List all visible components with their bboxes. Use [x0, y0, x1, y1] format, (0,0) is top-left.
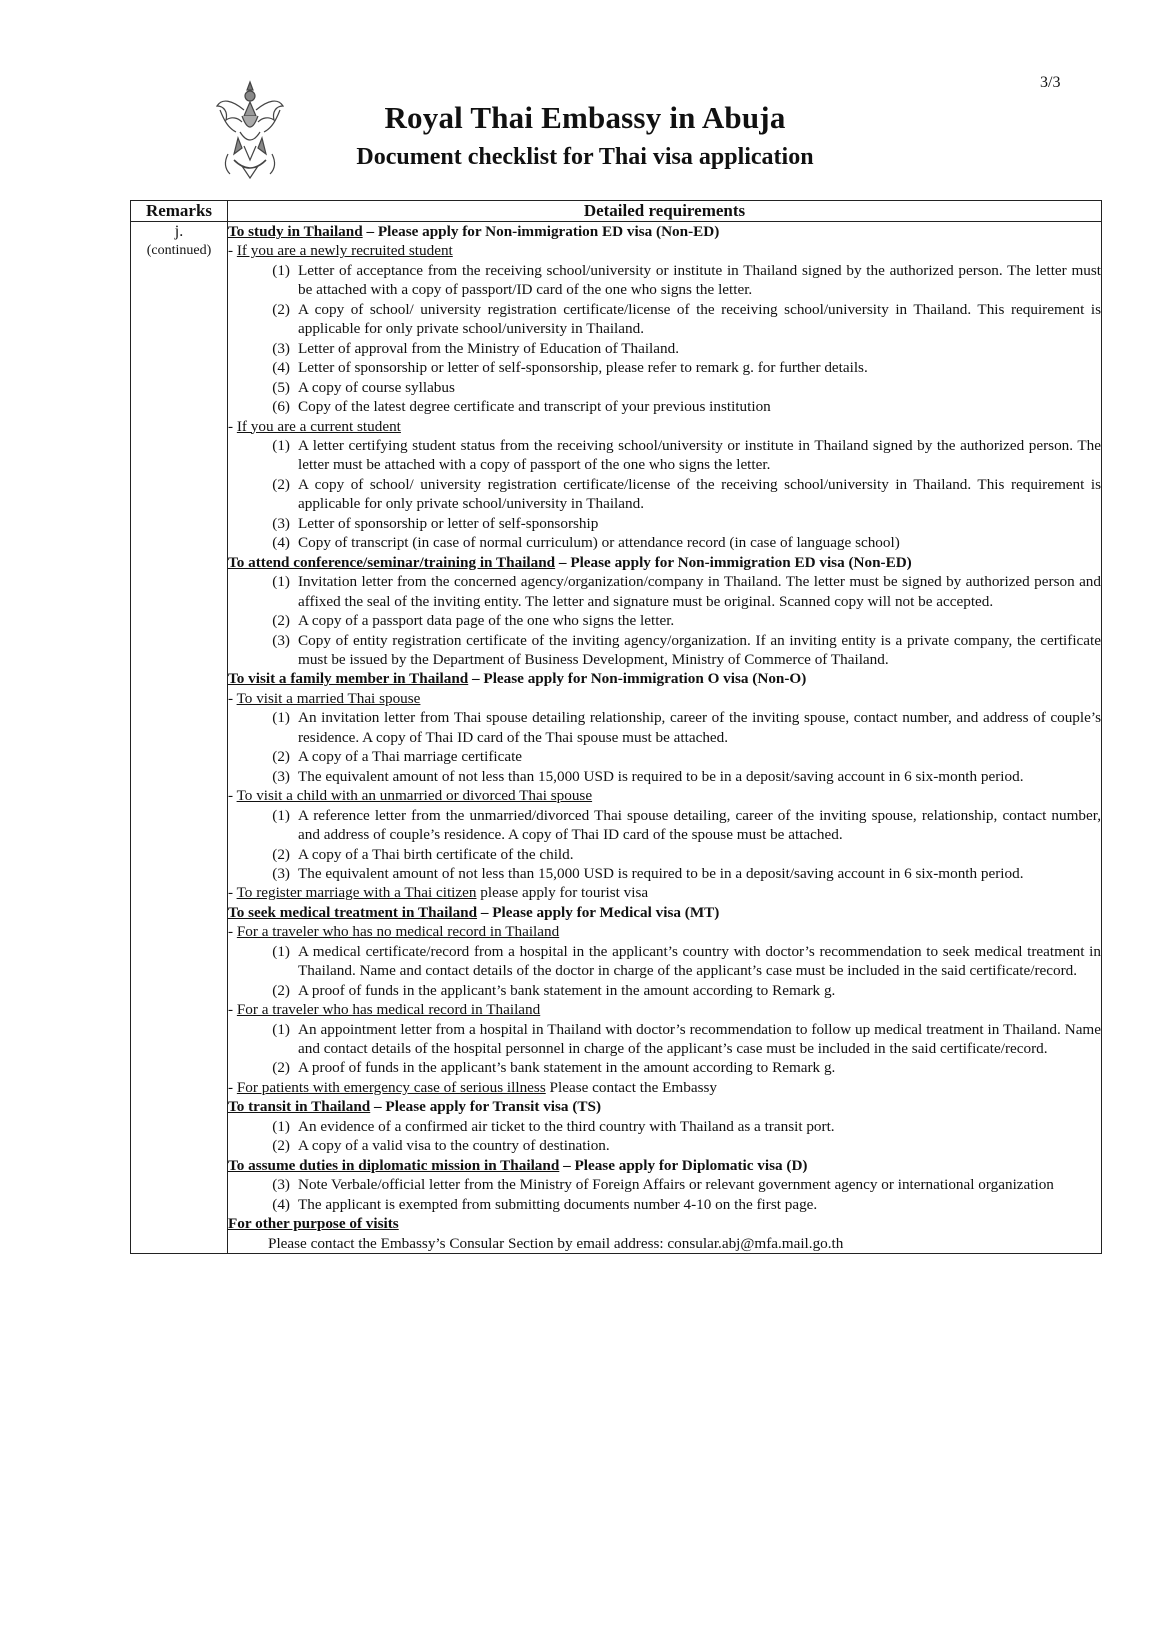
- item-number: (6): [272, 398, 290, 416]
- item-number: (1): [272, 573, 290, 591]
- item-text: A medical certificate/record from a hospital in the applicant’s country with doctor’s recommendation to seek medical treatment in Thailand. Name and contact details of the doctor in charge of the applicant’s case must be included in the said certificate/record.: [298, 942, 1101, 980]
- item-number: (1): [272, 261, 290, 279]
- details-column-header: Detailed requirements: [228, 201, 1102, 222]
- item-number: (2): [272, 475, 290, 493]
- list-item: [228, 378, 1101, 397]
- list-item: [228, 572, 1101, 611]
- table-header-row: [131, 201, 1102, 222]
- item-number: (3): [272, 864, 290, 882]
- list-item: [228, 300, 1101, 339]
- item-text: A copy of school/ university registration certificate/license of the receiving school/university in Thailand. This requirement is applicable for only private school/university in Thailand.: [298, 475, 1101, 513]
- list-item: [228, 767, 1101, 786]
- item-number: (2): [272, 981, 290, 999]
- item-number: (1): [272, 709, 290, 727]
- item-number: (3): [272, 1176, 290, 1194]
- item-number: (1): [272, 436, 290, 454]
- medical-section-heading: To seek medical treatment in Thailand – Please apply for Medical visa (MT): [228, 903, 720, 921]
- item-text: A proof of funds in the applicant’s bank statement in the amount according to Remark g.: [298, 1059, 836, 1077]
- diplomatic-section-heading: To assume duties in diplomatic mission in Thailand – Please apply for Diplomatic visa (D): [228, 1156, 808, 1174]
- list-item: [228, 864, 1101, 883]
- item-text: An evidence of a confirmed air ticket to the third country with Thailand as a transit port.: [298, 1117, 835, 1135]
- item-number: (2): [272, 748, 290, 766]
- item-text: Letter of approval from the Ministry of Education of Thailand.: [298, 339, 679, 357]
- item-text: The equivalent amount of not less than 15,000 USD is required to be in a deposit/saving account in 6 six-month period.: [298, 864, 1024, 882]
- has-record-requirements: [228, 1020, 1101, 1078]
- remark-continued-note: (continued): [146, 243, 212, 258]
- remark-j-row: [131, 222, 1102, 1254]
- list-item: [228, 806, 1101, 845]
- list-item: [228, 1136, 1101, 1155]
- item-text: An invitation letter from Thai spouse detailing relationship, career of the inviting spouse, contact number, and address of couple’s residence. A copy of Thai ID card of the Thai spouse must be attached.: [298, 709, 1101, 746]
- item-number: (1): [272, 942, 290, 960]
- item-text: A copy of a passport data page of the one who signs the letter.: [298, 612, 675, 630]
- list-item: [228, 1175, 1101, 1194]
- marriage-registration-note: - To register marriage with a Thai citizen please apply for tourist visa: [228, 884, 649, 902]
- item-number: (2): [272, 845, 290, 863]
- family-section-heading: To visit a family member in Thailand – Please apply for Non-immigration O visa (Non-O): [228, 670, 807, 688]
- item-number: (2): [272, 612, 290, 630]
- item-text: Letter of acceptance from the receiving school/university or institute in Thailand signed by the authorized person. The letter must be attached with a copy of passport/ID card of the one who signs the letter.: [298, 261, 1101, 299]
- conference-section-heading: To attend conference/seminar/training in Thailand – Please apply for Non-immigration ED visa (Non-ED): [228, 553, 912, 571]
- item-text: Copy of entity registration certificate of the inviting agency/organization. If an inviting entity is a private company, the certificate must be issued by the Department of Business Development, Ministry of Commerce of Thailand.: [298, 631, 1101, 668]
- item-number: (2): [272, 1059, 290, 1077]
- transit-section-heading: To transit in Thailand – Please apply for Transit visa (TS): [228, 1098, 602, 1116]
- remark-letter: j.: [174, 223, 184, 240]
- item-text: A copy of a Thai birth certificate of the child.: [298, 845, 574, 863]
- item-text: Letter of sponsorship or letter of self-sponsorship: [298, 514, 599, 532]
- consular-contact-line: Please contact the Embassy’s Consular Section by email address: consular.abj@mfa.mail.go.th: [268, 1234, 844, 1252]
- spouse-requirements: [228, 708, 1101, 786]
- list-item: [228, 1117, 1101, 1136]
- item-number: (3): [272, 767, 290, 785]
- item-text: A reference letter from the unmarried/divorced Thai spouse detailing, career of the inviting spouse, relationship, contact number, and address of couple’s residence. A copy of Thai ID card of the spouse must be attached.: [298, 806, 1101, 844]
- list-item: [228, 981, 1101, 1000]
- item-text: Copy of transcript (in case of normal curriculum) or attendance record (in case of language school): [298, 534, 900, 552]
- item-text: The applicant is exempted from submitting documents number 4-10 on the first page.: [298, 1195, 818, 1213]
- item-text: Copy of the latest degree certificate and transcript of your previous institution: [298, 398, 771, 416]
- no-record-requirements: [228, 942, 1101, 1000]
- item-number: (3): [272, 514, 290, 532]
- item-text: An appointment letter from a hospital in Thailand with doctor’s recommendation to follow up medical treatment in Thailand. Name and contact details of the hospital personnel in charge of the applicant’s case must be included in the said certificate/record.: [298, 1020, 1101, 1058]
- item-number: (2): [272, 300, 290, 318]
- details-cell: [228, 222, 1102, 1254]
- checklist-table: [130, 200, 1102, 1254]
- no-medical-record-subheading: - For a traveler who has no medical record in Thailand: [228, 923, 560, 941]
- list-item: [228, 631, 1101, 670]
- document-subtitle: Document checklist for Thai visa application: [356, 144, 814, 170]
- other-purpose-heading: For other purpose of visits: [228, 1215, 399, 1233]
- item-text: A copy of a valid visa to the country of destination.: [298, 1137, 610, 1155]
- study-section-heading: To study in Thailand – Please apply for Non-immigration ED visa (Non-ED): [228, 223, 720, 240]
- list-item: [228, 339, 1101, 358]
- item-text: A copy of school/ university registration certificate/license of the receiving school/university in Thailand. This requirement is applicable for only private school/university in Thailand.: [298, 300, 1101, 338]
- spouse-subheading: - To visit a married Thai spouse: [228, 689, 421, 707]
- list-item: [228, 261, 1101, 300]
- item-text: Invitation letter from the concerned agency/organization/company in Thailand. The letter must be signed by authorized person and affixed the seal of the inviting entity. The letter and signature must be original. Scanned copy will not be accepted.: [298, 573, 1101, 610]
- emergency-note: - For patients with emergency case of serious illness Please contact the Embassy: [228, 1078, 717, 1096]
- item-text: Note Verbale/official letter from the Ministry of Foreign Affairs or relevant government agency or international organization: [298, 1176, 1054, 1194]
- item-text: The equivalent amount of not less than 15,000 USD is required to be in a deposit/saving account in 6 six-month period.: [298, 767, 1024, 785]
- transit-requirements: [228, 1117, 1101, 1156]
- list-item: [228, 397, 1101, 416]
- embassy-title: Royal Thai Embassy in Abuja: [384, 100, 786, 135]
- conference-requirements: [228, 572, 1101, 669]
- item-number: (4): [272, 1195, 290, 1213]
- list-item: [228, 533, 1101, 552]
- item-text: A copy of course syllabus: [298, 378, 455, 396]
- item-number: (3): [272, 631, 290, 649]
- list-item: [228, 514, 1101, 533]
- list-item: [228, 611, 1101, 630]
- item-text: A proof of funds in the applicant’s bank statement in the amount according to Remark g.: [298, 981, 836, 999]
- new-student-requirements: [228, 261, 1101, 417]
- item-number: (3): [272, 339, 290, 357]
- list-item: [228, 708, 1101, 747]
- item-text: Letter of sponsorship or letter of self-sponsorship, please refer to remark g. for further details.: [298, 359, 868, 377]
- item-number: (4): [272, 359, 290, 377]
- item-text: A copy of a Thai marriage certificate: [298, 748, 523, 766]
- list-item: [228, 1020, 1101, 1059]
- list-item: [228, 1058, 1101, 1077]
- item-number: (1): [272, 806, 290, 824]
- child-subheading: - To visit a child with an unmarried or divorced Thai spouse: [228, 787, 593, 805]
- has-medical-record-subheading: - For a traveler who has medical record in Thailand: [228, 1001, 541, 1019]
- list-item: [228, 747, 1101, 766]
- item-text: A letter certifying student status from the receiving school/university or institute in Thailand signed by the authorized person. The letter must be attached with a copy of passport of the one who signs the letter.: [298, 436, 1101, 474]
- item-number: (2): [272, 1137, 290, 1155]
- list-item: [228, 358, 1101, 377]
- item-number: (4): [272, 534, 290, 552]
- list-item: [228, 436, 1101, 475]
- list-item: [228, 942, 1101, 981]
- item-number: (1): [272, 1117, 290, 1135]
- list-item: [228, 845, 1101, 864]
- remarks-column-header: Remarks: [131, 201, 228, 222]
- item-number: (1): [272, 1020, 290, 1038]
- current-student-subheading: - If you are a current student: [228, 417, 401, 435]
- list-item: [228, 475, 1101, 514]
- page-number: 3/3: [1040, 74, 1061, 91]
- child-requirements: [228, 806, 1101, 884]
- current-student-requirements: [228, 436, 1101, 553]
- remarks-cell: [131, 222, 228, 1254]
- diplomatic-requirements: [228, 1175, 1101, 1214]
- new-student-subheading: - If you are a newly recruited student: [228, 242, 453, 260]
- item-number: (5): [272, 378, 290, 396]
- list-item: [228, 1195, 1101, 1214]
